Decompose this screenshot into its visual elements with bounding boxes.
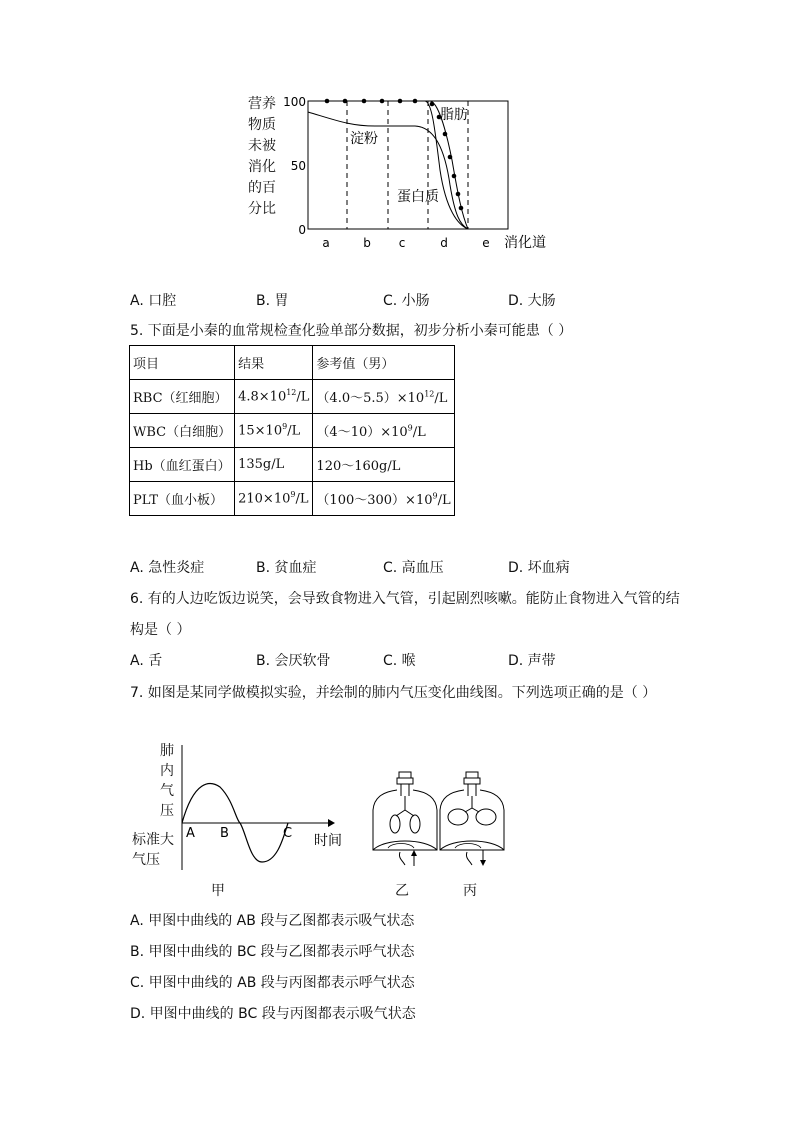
bell-jar-yi bbox=[370, 770, 440, 870]
xtick-b: b bbox=[363, 236, 371, 250]
table-row bbox=[130, 482, 455, 516]
lung-right bbox=[476, 809, 496, 825]
q4-option-a[interactable]: A. 口腔 bbox=[130, 293, 177, 309]
plot-frame bbox=[308, 101, 508, 229]
row-reference: $(4.0\sim 5.5)\times 10^{12}/L$ bbox=[313, 380, 454, 414]
xtick-c: c bbox=[398, 236, 406, 250]
q6-stem-line2: 构是（ ） bbox=[130, 622, 191, 638]
table-row bbox=[130, 448, 455, 482]
point-b: B bbox=[220, 826, 229, 841]
row-item: RBC（红细胞） bbox=[130, 380, 235, 414]
q5-stem: 5. 下面是小秦的血常规检查化验单部分数据，初步分析小秦可能患（ ） bbox=[130, 323, 573, 339]
lung-left bbox=[448, 809, 468, 825]
label-protein: 蛋白质 bbox=[397, 189, 439, 205]
label-fat: 脂肪 bbox=[440, 107, 468, 123]
pressure-figure bbox=[128, 740, 358, 900]
q7-option-a[interactable]: A. 甲图中曲线的 AB 段与乙图都表示吸气状态 bbox=[130, 913, 415, 929]
ytick-100: 100 bbox=[283, 95, 306, 109]
q6-option-d[interactable]: D. 声带 bbox=[508, 653, 556, 669]
bell-jar-bing bbox=[437, 770, 507, 870]
q7-stem: 7. 如图是某同学做模拟实验，并绘制的肺内气压变化曲线图。下列选项正确的是（ ） bbox=[130, 685, 657, 701]
lung-right bbox=[410, 815, 420, 833]
row-result: $4.8\times 10^{12}/L$ bbox=[235, 380, 313, 414]
row-item: PLT（血小板） bbox=[130, 482, 235, 516]
pressure-curve-svg bbox=[128, 740, 358, 900]
header-item: 项目 bbox=[130, 346, 235, 380]
table-header-row bbox=[130, 346, 455, 380]
row-item: WBC（白细胞） bbox=[130, 414, 235, 448]
q4-option-d[interactable]: D. 大肠 bbox=[508, 293, 556, 309]
fig-label-jia: 甲 bbox=[211, 883, 225, 899]
fig-label-bing: 丙 bbox=[463, 883, 477, 899]
chart-ylabel: 营养 物质 未被 消化 的百 分比 bbox=[248, 96, 276, 217]
time-label: 时间 bbox=[314, 833, 342, 849]
point-c: C bbox=[283, 826, 293, 841]
q6-option-c[interactable]: C. 喉 bbox=[383, 653, 416, 669]
header-result: 结果 bbox=[235, 346, 313, 380]
q5-option-a[interactable]: A. 急性炎症 bbox=[130, 560, 205, 576]
label-starch: 淀粉 bbox=[350, 131, 378, 147]
row-reference: $(4\sim 10)\times 10^9/L$ bbox=[313, 414, 454, 448]
ytick-0: 0 bbox=[298, 223, 306, 237]
q5-option-b[interactable]: B. 贫血症 bbox=[256, 560, 317, 576]
q7-option-b[interactable]: B. 甲图中曲线的 BC 段与乙图都表示呼气状态 bbox=[130, 944, 415, 960]
q7-option-d[interactable]: D. 甲图中曲线的 BC 段与丙图都表示吸气状态 bbox=[130, 1006, 416, 1022]
x-axis-arrow bbox=[328, 819, 335, 827]
row-item: Hb（血红蛋白） bbox=[130, 448, 235, 482]
digestion-chart-svg bbox=[240, 90, 560, 260]
q5-option-d[interactable]: D. 坏血病 bbox=[508, 560, 570, 576]
xtick-e: e bbox=[482, 236, 490, 250]
q6-stem-line1: 6. 有的人边吃饭边说笑，会导致食物进入气管，引起剧烈咳嗽。能防止食物进入气管的结 bbox=[130, 591, 680, 607]
digestion-chart bbox=[240, 90, 560, 260]
baseline-label: 标准大 气压 bbox=[132, 832, 174, 868]
row-result: 135g/L bbox=[235, 448, 313, 482]
xtick-d: d bbox=[440, 236, 448, 250]
row-reference: $(100\sim 300)\times 10^9/L$ bbox=[313, 482, 454, 516]
q4-option-c[interactable]: C. 小肠 bbox=[383, 293, 430, 309]
point-a: A bbox=[186, 826, 195, 841]
pressure-ylabel: 肺 内 气 压 bbox=[160, 743, 174, 819]
table-row bbox=[130, 414, 455, 448]
ytick-50: 50 bbox=[290, 159, 306, 173]
header-reference: 参考值（男） bbox=[313, 346, 454, 380]
row-result: $210\times 10^9/L$ bbox=[235, 482, 313, 516]
xlabel: 消化道 bbox=[504, 235, 546, 251]
xtick-a: a bbox=[322, 236, 330, 250]
q6-option-b[interactable]: B. 会厌软骨 bbox=[256, 653, 331, 669]
blood-test-table bbox=[129, 345, 455, 516]
q6-option-a[interactable]: A. 舌 bbox=[130, 653, 163, 669]
q5-option-c[interactable]: C. 高血压 bbox=[383, 560, 444, 576]
q4-option-b[interactable]: B. 胃 bbox=[256, 293, 289, 309]
lung-left bbox=[390, 815, 400, 833]
fig-label-yi: 乙 bbox=[395, 883, 409, 899]
row-result: $15\times 10^9/L$ bbox=[235, 414, 313, 448]
row-reference: 120～160g/L bbox=[313, 448, 454, 482]
table-row bbox=[130, 380, 455, 414]
q7-option-c[interactable]: C. 甲图中曲线的 AB 段与丙图都表示呼气状态 bbox=[130, 975, 415, 991]
